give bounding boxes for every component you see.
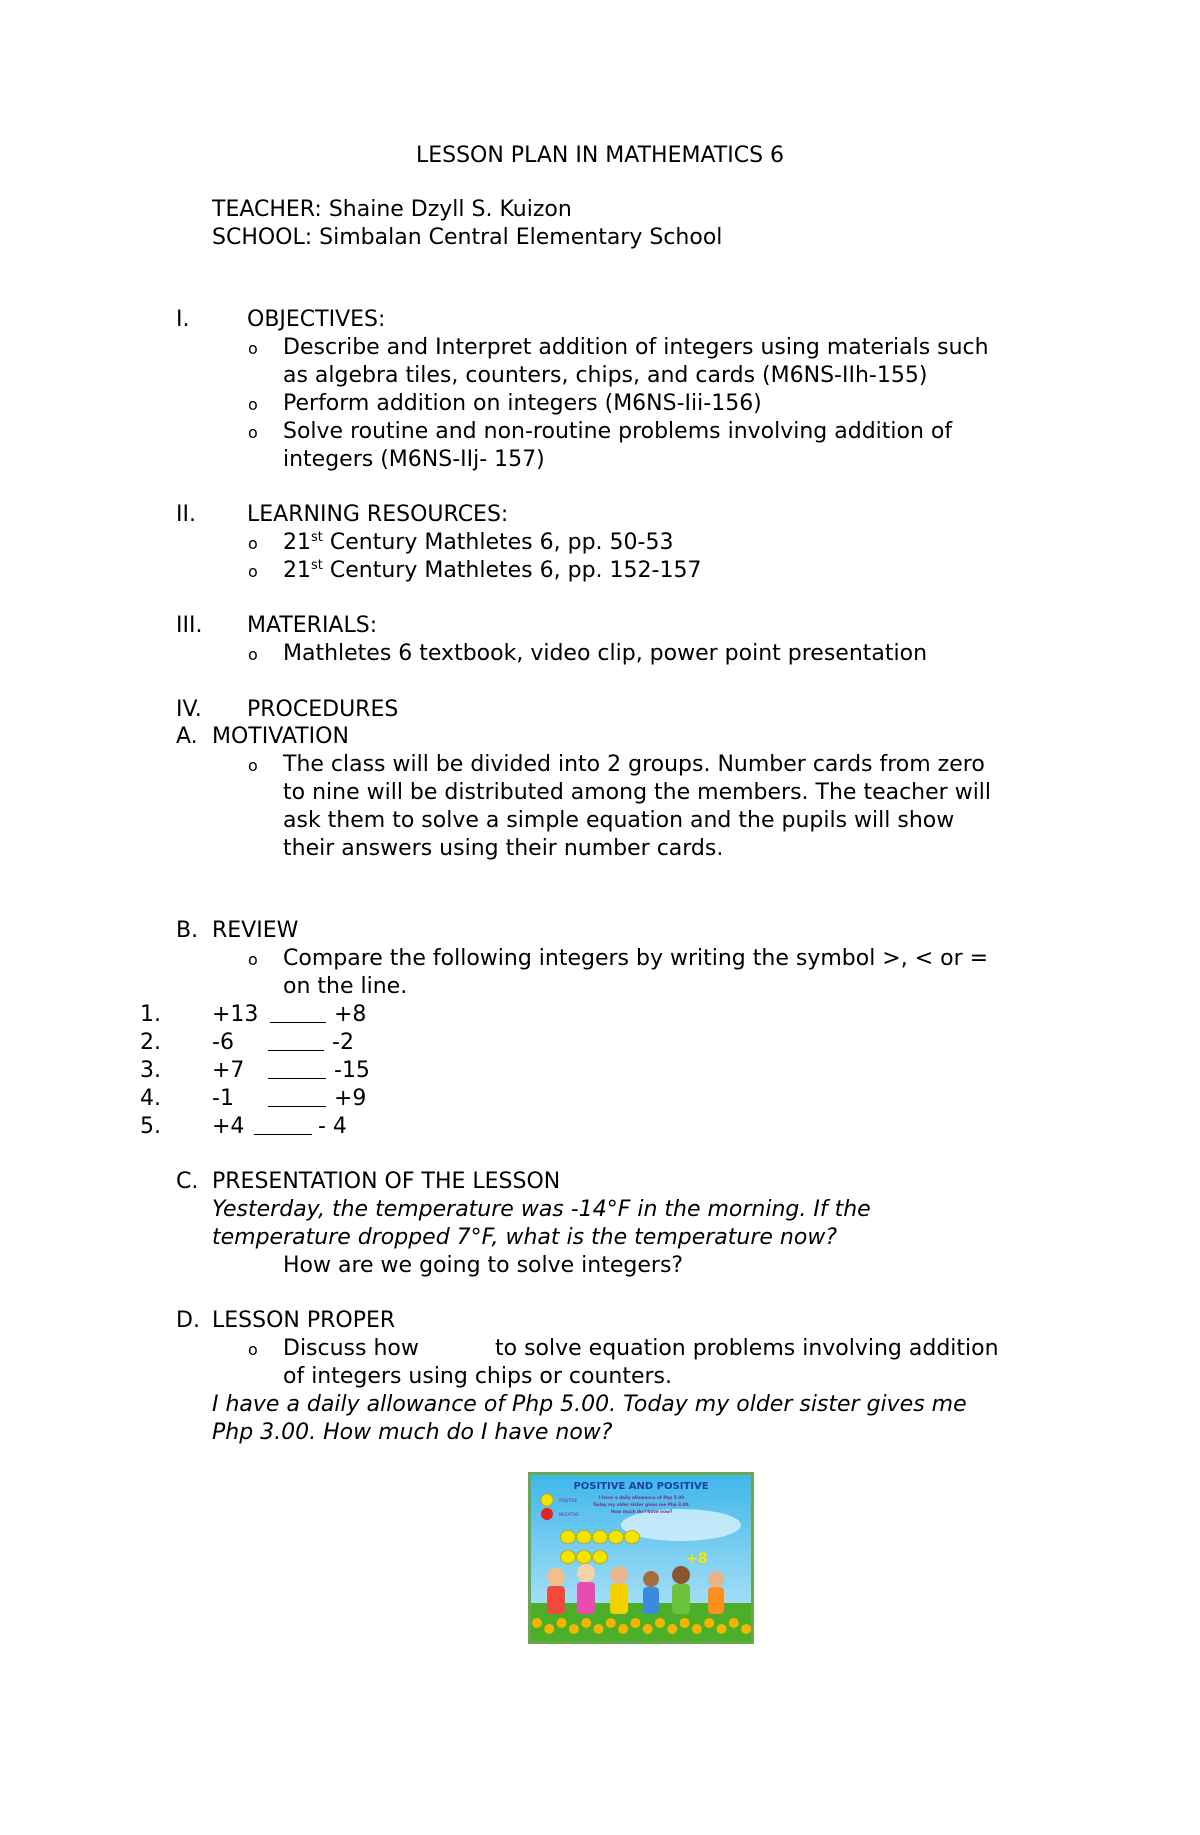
review-line-1: Compare the following integers by writing the symbol >, < or =	[283, 946, 989, 971]
bullet-icon: o	[248, 1340, 258, 1359]
review-item-2-blank	[268, 1029, 324, 1056]
sunflower-icon	[569, 1624, 579, 1634]
presentation-question: How are we going to solve integers?	[283, 1253, 684, 1278]
material-1: Mathletes 6 textbook, video clip, power point presentation	[283, 641, 928, 666]
legend-positive: POSITIVE	[559, 1498, 578, 1503]
lesson-proper-problem-line-2: Php 3.00. How much do I have now?	[212, 1420, 613, 1445]
procedures-numeral: IV.	[176, 697, 202, 722]
lesson-proper-bullet-line-2: of integers using chips or counters.	[283, 1364, 673, 1389]
positive-chip-legend-icon	[541, 1494, 553, 1506]
resource-2-num: 21	[283, 558, 311, 583]
review-item-1-blank	[270, 1001, 326, 1028]
review-label: B.	[176, 918, 199, 943]
objective-2: Perform addition on integers (M6NS-Iii-156)	[283, 391, 762, 416]
negative-chip-legend-icon	[541, 1508, 553, 1520]
review-item-3-blank	[268, 1057, 326, 1084]
motivation-label: A.	[176, 724, 198, 749]
resource-2-text: Century Mathletes 6, pp. 152-157	[322, 558, 702, 583]
sunflower-icon	[643, 1624, 653, 1634]
objective-1-line-2: as algebra tiles, counters, chips, and cards (M6NS-IIh-155)	[283, 363, 928, 388]
review-item-5-b: - 4	[318, 1114, 347, 1139]
child-body-icon	[643, 1587, 659, 1614]
positive-chip-icon	[577, 1531, 592, 1544]
sunflower-icon	[594, 1624, 604, 1634]
resource-1	[283, 529, 673, 556]
positive-chip-icon	[593, 1531, 608, 1544]
sunflower-icon	[532, 1618, 542, 1628]
positive-chip-icon	[561, 1551, 576, 1564]
bullet-icon: o	[248, 562, 258, 581]
presentation-heading: PRESENTATION OF THE LESSON	[212, 1169, 561, 1194]
sunflower-icon	[618, 1624, 628, 1634]
review-item-2-num: 2.	[140, 1030, 161, 1055]
review-item-3-num: 3.	[140, 1058, 161, 1083]
review-item-4-a: -1	[212, 1086, 234, 1111]
bullet-icon: o	[248, 756, 258, 775]
teacher-line: TEACHER: Shaine Dzyll S. Kuizon	[212, 197, 572, 222]
review-item-3-a: +7	[212, 1058, 245, 1083]
sunflower-icon	[557, 1618, 567, 1628]
review-item-2-a: -6	[212, 1030, 234, 1055]
positive-chip-icon	[609, 1531, 624, 1544]
bullet-icon: o	[248, 645, 258, 664]
child-head-icon	[547, 1568, 565, 1586]
sunflower-icon	[581, 1618, 591, 1628]
child-head-icon	[708, 1571, 724, 1587]
resource-1-sup: st	[311, 530, 323, 545]
review-item-4-num: 4.	[140, 1086, 161, 1111]
review-item-3-b: -15	[334, 1058, 370, 1083]
positive-chip-icon	[625, 1531, 640, 1544]
resource-1-text: Century Mathletes 6, pp. 50-53	[322, 530, 674, 555]
motivation-heading: MOTIVATION	[212, 724, 349, 749]
bullet-icon: o	[248, 423, 258, 442]
child-body-icon	[610, 1584, 628, 1614]
presentation-problem-line-1: Yesterday, the temperature was -14°F in the morning. If the	[212, 1197, 871, 1222]
review-item-5-num: 5.	[140, 1114, 161, 1139]
page-title: LESSON PLAN IN MATHEMATICS 6	[415, 143, 785, 168]
procedures-heading: PROCEDURES	[247, 697, 399, 722]
motivation-line-2: to nine will be distributed among the members. The teacher will	[283, 780, 992, 805]
slide-illustration	[531, 1475, 751, 1641]
bullet-icon: o	[248, 339, 258, 358]
presentation-problem-line-2: temperature dropped 7°F, what is the temperature now?	[212, 1225, 837, 1250]
sunflower-icon	[717, 1624, 727, 1634]
figure-caption-3: How much do I have now?	[611, 1509, 673, 1514]
bullet-icon: o	[248, 950, 258, 969]
review-item-2-b: -2	[332, 1030, 354, 1055]
motivation-line-1: The class will be divided into 2 groups. Number cards from zero	[283, 752, 985, 777]
figure-caption-1: I have a daily allowance of Php 5.00.	[599, 1495, 686, 1500]
positive-and-positive-figure	[528, 1472, 754, 1644]
presentation-label: C.	[176, 1169, 199, 1194]
resource-1-num: 21	[283, 530, 311, 555]
sunflower-icon	[729, 1618, 739, 1628]
school-line: SCHOOL: Simbalan Central Elementary School	[212, 225, 723, 250]
child-body-icon	[577, 1582, 595, 1614]
child-head-icon	[610, 1566, 628, 1584]
review-item-4-b: +9	[334, 1086, 367, 1111]
review-item-1-num: 1.	[140, 1002, 161, 1027]
sunflower-icon	[704, 1618, 714, 1628]
sunflower-icon	[692, 1624, 702, 1634]
lesson-proper-bullet-part-1: Discuss how	[283, 1336, 419, 1361]
lesson-proper-problem-line-1: I have a daily allowance of Php 5.00. Today my older sister gives me	[212, 1392, 967, 1417]
child-body-icon	[547, 1586, 565, 1614]
sunflower-icon	[544, 1624, 554, 1634]
child-body-icon	[708, 1587, 724, 1614]
child-head-icon	[577, 1564, 595, 1582]
review-item-1-a: +13	[212, 1002, 259, 1027]
objectives-numeral: I.	[176, 307, 190, 332]
figure-caption-2: Today my older sister gives me Php 3.00.	[593, 1502, 691, 1507]
review-heading: REVIEW	[212, 918, 299, 943]
legend-negative: NEGATIVE	[559, 1512, 579, 1517]
review-item-5-a: +4	[212, 1114, 245, 1139]
lesson-proper-heading: LESSON PROPER	[212, 1308, 396, 1333]
motivation-line-4: their answers using their number cards.	[283, 836, 724, 861]
sunflower-icon	[606, 1618, 616, 1628]
positive-chip-icon	[577, 1551, 592, 1564]
positive-chip-icon	[593, 1551, 608, 1564]
lesson-proper-label: D.	[176, 1308, 200, 1333]
review-item-4-blank	[268, 1085, 326, 1112]
positive-chip-icon	[561, 1531, 576, 1544]
review-item-5-blank	[254, 1113, 312, 1140]
sunflower-icon	[741, 1624, 751, 1634]
figure-title: POSITIVE AND POSITIVE	[573, 1481, 709, 1492]
motivation-line-3: ask them to solve a simple equation and the pupils will show	[283, 808, 955, 833]
bullet-icon: o	[248, 534, 258, 553]
sunflower-icon	[655, 1618, 665, 1628]
sunflower-icon	[680, 1618, 690, 1628]
child-body-icon	[672, 1584, 690, 1614]
resource-2	[283, 557, 701, 584]
sunflower-icon	[630, 1618, 640, 1628]
objective-3-line-2: integers (M6NS-IIj- 157)	[283, 447, 545, 472]
objective-3-line-1: Solve routine and non-routine problems involving addition of	[283, 419, 953, 444]
review-item-1-b: +8	[334, 1002, 367, 1027]
lesson-proper-bullet-part-2: to solve equation problems involving addition	[495, 1336, 999, 1361]
resources-numeral: II.	[176, 502, 196, 527]
sunflower-icon	[667, 1624, 677, 1634]
child-head-icon	[672, 1566, 690, 1584]
review-line-2: on the line.	[283, 974, 408, 999]
materials-numeral: III.	[176, 613, 203, 638]
materials-heading: MATERIALS:	[247, 613, 378, 638]
child-head-icon	[643, 1571, 659, 1587]
bullet-icon: o	[248, 395, 258, 414]
objective-1-line-1: Describe and Interpret addition of integers using materials such	[283, 335, 989, 360]
resource-2-sup: st	[311, 558, 323, 573]
resources-heading: LEARNING RESOURCES:	[247, 502, 509, 527]
objectives-heading: OBJECTIVES:	[247, 307, 386, 332]
figure-result: +8	[686, 1551, 708, 1567]
